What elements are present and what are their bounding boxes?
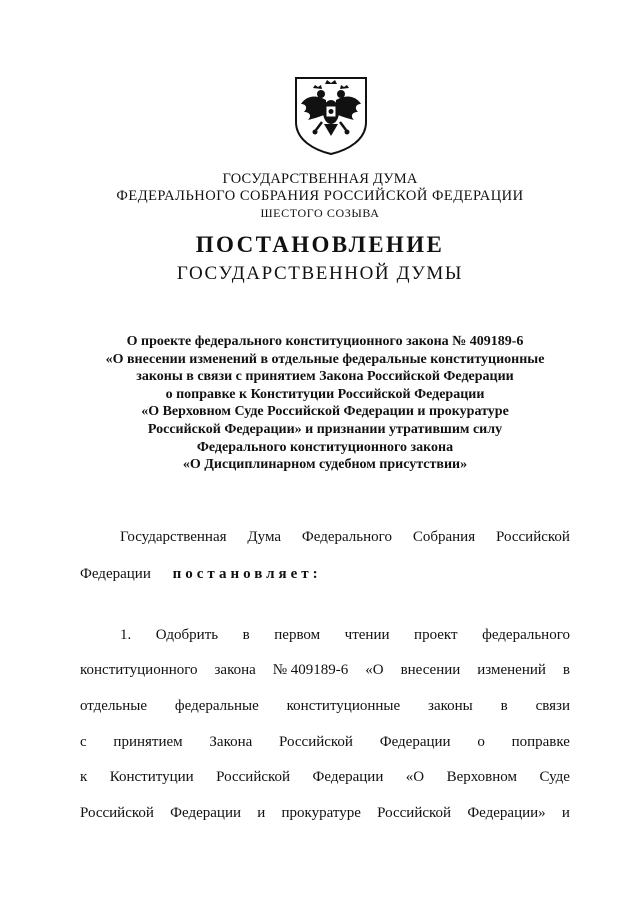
word: «О [365, 662, 384, 678]
word: и [257, 805, 266, 821]
item1-line-4 [80, 734, 570, 751]
word: Государственная [120, 529, 227, 545]
word: связи [535, 698, 570, 714]
word: Российской [279, 734, 353, 750]
item1-line-6 [80, 805, 570, 822]
item1-line-5 [80, 769, 570, 786]
word: Российской [496, 529, 570, 545]
word: Дума [247, 529, 282, 545]
word: в [500, 698, 508, 714]
word: о [477, 734, 485, 750]
subject-line: «О Дисциплинарном судебном присутствии» [182, 457, 468, 473]
subject-line: О проекте федерального конституционного закона № 409189-6 [126, 334, 524, 349]
word: принятием [113, 734, 183, 750]
word: Федерации [312, 769, 384, 785]
word: чтении [344, 627, 390, 643]
subject-line: законы в связи с принятием Закона Российской Федерации [136, 369, 514, 385]
word: первом [274, 627, 321, 643]
word: Суде [539, 769, 570, 785]
word: «О [405, 769, 425, 785]
word: федерального [482, 627, 570, 643]
word: Одобрить [155, 627, 219, 643]
word: федеральные [174, 698, 259, 714]
word: с [80, 734, 87, 750]
duma-name: ГОСУДАРСТВЕННАЯ ДУМА [222, 171, 418, 187]
word: в [242, 627, 250, 643]
document-title: ПОСТАНОВЛЕНИЕ [195, 232, 445, 257]
word: Закона [209, 734, 253, 750]
word: отдельные [80, 698, 148, 714]
word: в [562, 662, 570, 678]
word: Федерации [379, 734, 451, 750]
subject-line: «О Верховном Суде Российской Федерации и прокуратуре [141, 404, 509, 420]
word: проект [414, 627, 458, 643]
word: Российской [80, 805, 154, 821]
word: к [80, 769, 88, 785]
word: конституционные [286, 698, 401, 714]
word: Федерации [80, 566, 151, 582]
word: Федерации [170, 805, 242, 821]
word: изменений [477, 662, 546, 678]
word: 1. [120, 627, 132, 643]
word: конституционного [80, 662, 198, 678]
resolution-subject [80, 333, 570, 474]
word: прокуратуре [281, 805, 361, 821]
subject-line: Федерального конституционного закона [196, 439, 454, 455]
resolves-keyword: постановляет: [172, 566, 322, 582]
word: № 409189-6 [272, 662, 349, 678]
word: Федерального [301, 529, 392, 545]
word: внесении [400, 662, 461, 678]
preamble-line-2 [80, 566, 570, 583]
subject-line: о поправке к Конституции Российской Федерации [165, 386, 485, 402]
word: и [561, 805, 570, 821]
word: Конституции [109, 769, 194, 785]
word: Верховном [446, 769, 517, 785]
word: законы [428, 698, 473, 714]
assembly-name: ФЕДЕРАЛЬНОГО СОБРАНИЯ РОССИЙСКОЙ ФЕДЕРАЦИИ [116, 188, 524, 204]
word: закона [214, 662, 256, 678]
word: Российской [216, 769, 291, 785]
item1-line-2 [80, 662, 570, 679]
word: Федерации» [467, 805, 546, 821]
preamble-line-1 [80, 529, 570, 546]
subject-line: Российской Федерации» и признании утратившим силу [147, 421, 503, 437]
word: Российской [377, 805, 452, 821]
subject-line: «О внесении изменений в отдельные федеральные конституционные [105, 351, 545, 367]
word: поправке [511, 734, 570, 750]
document-subtitle: ГОСУДАРСТВЕННОЙ ДУМЫ [176, 263, 464, 284]
item1-line-3 [80, 698, 570, 715]
word: Собрания [412, 529, 476, 545]
state-emblem-icon [292, 74, 370, 156]
item1-line-1 [80, 627, 570, 644]
convocation: ШЕСТОГО СОЗЫВА [260, 206, 380, 220]
